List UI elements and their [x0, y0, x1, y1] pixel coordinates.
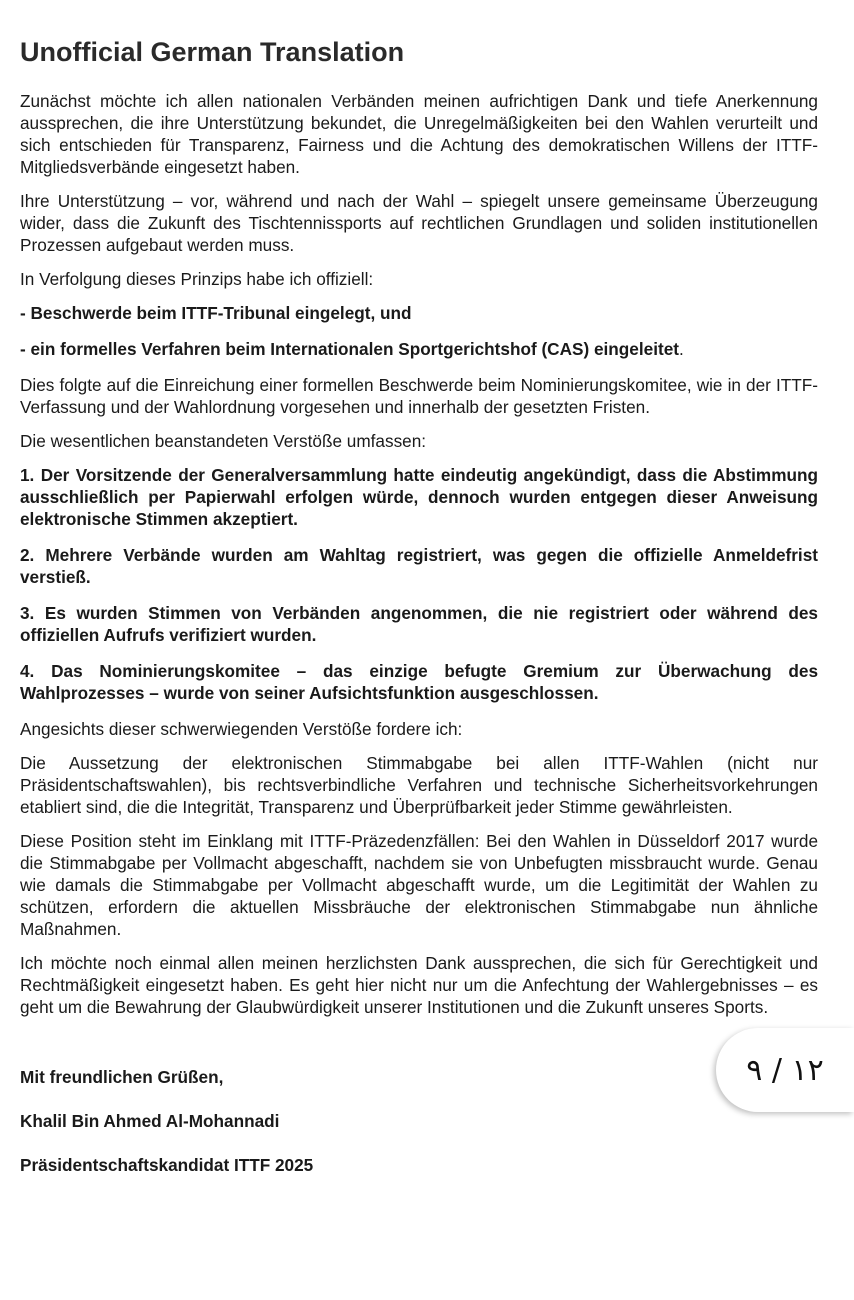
action-item-cas [20, 338, 818, 360]
document-title: Unofficial German Translation [20, 37, 405, 67]
paragraph-intro: Zunächst möchte ich allen nationalen Verbänden meinen aufrichtigen Dank und tiefe Anerkennung aussprechen, die ihre Unterstützung bekundet, die Unregelmäßigkeiten bei den Wahlen verurteilt und sich entschieden für Transparenz, Fairness und die Achtung des demokratischen Willens der ITTF-Mitgliedsverbände eingesetzt haben. [20, 91, 818, 177]
violation-item-3: 3. Es wurden Stimmen von Verbänden angenommen, die nie registriert oder während des offiziellen Aufrufs verifiziert wurden. [20, 603, 818, 645]
violation-item-4: 4. Das Nominierungskomitee – das einzige befugte Gremium zur Überwachung des Wahlprozesses – wurde von seiner Aufsichtsfunktion ausgeschlossen. [20, 661, 818, 703]
signature-greeting: Mit freundlichen Grüßen, [20, 1067, 224, 1087]
violation-item-1: 1. Der Vorsitzende der Generalversammlung hatte eindeutig angekündigt, dass die Abstimmung ausschließlich per Papierwahl erfolgen würde, dennoch wurden entgegen dieser Anweisung elektronische Stimmen akzeptiert. [20, 465, 818, 529]
action-item-text: - Beschwerde beim ITTF-Tribunal eingelegt, und [20, 303, 412, 323]
signature-block [20, 1066, 818, 1176]
paragraph-precedent: Diese Position steht im Einklang mit ITTF-Präzedenzfällen: Bei den Wahlen in Düsseldorf 2017 wurde die Stimmabgabe per Vollmacht abgeschafft, nachdem sie von Unbefugten missbraucht wurde. Genau wie damals die Stimmabgabe per Vollmacht abgeschafft wurde, um die Legitimität der Wahlen zu schützen, erfordern die aktuellen Missbräuche der elektronischen Stimmabgabe nun ähnliche Maßnahmen. [20, 831, 818, 939]
paragraph-closing: Ich möchte noch einmal allen meinen herzlichsten Dank aussprechen, die sich für Gerechtigkeit und Rechtmäßigkeit eingesetzt haben. Es geht hier nicht nur um die Anfechtung der Wahlergebnisses – es geht um die Bewahrung der Glaubwürdigkeit unserer Institutionen und die Zukunft unseres Sports. [20, 953, 818, 1017]
date-overlay-label: ١٢ / ٩ [746, 1052, 824, 1088]
paragraph-followed: Dies folgte auf die Einreichung einer formellen Beschwerde beim Nominierungskomitee, wie in der ITTF-Verfassung und der Wahlordnung vorgesehen und innerhalb der gesetzten Fristen. [20, 375, 818, 417]
action-item-tribunal [20, 302, 818, 324]
violation-item-2: 2. Mehrere Verbände wurden am Wahltag registriert, was gegen die offizielle Anmeldefrist verstieß. [20, 545, 818, 587]
action-item-trail: . [678, 339, 684, 359]
document-page [20, 36, 818, 1198]
paragraph-support: Ihre Unterstützung – vor, während und nach der Wahl – spiegelt unsere gemeinsame Überzeugung wider, dass die Zukunft des Tischtennissports auf rechtlichen Grundlagen und soliden institutionellen Prozessen aufgebaut werden muss. [20, 191, 818, 255]
signature-role: Präsidentschaftskandidat ITTF 2025 [20, 1155, 314, 1175]
action-item-text: - ein formelles Verfahren beim Internationalen Sportgerichtshof (CAS) eingeleitet [20, 339, 679, 359]
date-overlay-bubble [716, 1028, 854, 1112]
paragraph-violations-intro: Die wesentlichen beanstandeten Verstöße umfassen: [20, 431, 427, 451]
paragraph-demand: Die Aussetzung der elektronischen Stimmabgabe bei allen ITTF-Wahlen (nicht nur Präsidentschaftswahlen), bis rechtsverbindliche Verfahren und technische Sicherheitsvorkehrungen etabliert sind, die die Integrität, Transparenz und Überprüfbarkeit jeder Stimme gewährleisten. [20, 753, 818, 817]
paragraph-principle: In Verfolgung dieses Prinzips habe ich offiziell: [20, 269, 374, 289]
signature-name: Khalil Bin Ahmed Al-Mohannadi [20, 1111, 280, 1131]
paragraph-demand-intro: Angesichts dieser schwerwiegenden Verstöße fordere ich: [20, 719, 463, 739]
